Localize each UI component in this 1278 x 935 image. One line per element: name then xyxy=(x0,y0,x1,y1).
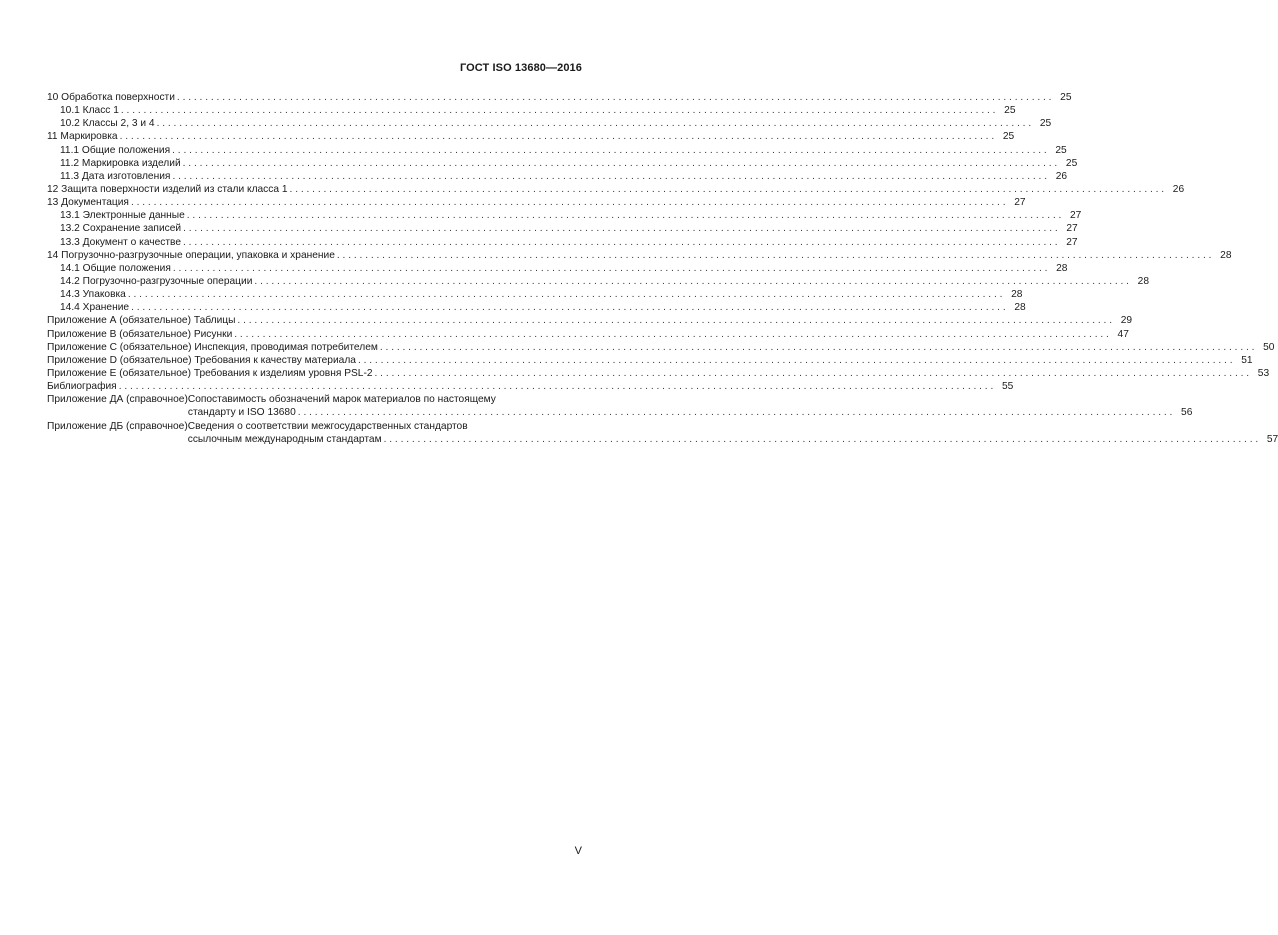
toc-page-number: 28 xyxy=(1220,249,1232,261)
toc-entry-title: 11.3 Дата изготовления xyxy=(60,170,171,182)
toc-entry[interactable] xyxy=(47,144,1067,157)
toc-page-number: 51 xyxy=(1241,354,1253,366)
toc-entry-title: 14 Погрузочно-разгрузочные операции, упаковка и хранение xyxy=(47,249,335,261)
toc-entry[interactable] xyxy=(47,209,1082,222)
toc-entry[interactable] xyxy=(47,196,1026,209)
toc-entry-title: 14.3 Упаковка xyxy=(60,289,126,301)
leader-dots xyxy=(337,249,1212,262)
toc-page-number: 56 xyxy=(1181,407,1193,419)
leader-dots xyxy=(380,341,1255,354)
toc-entry-title: 13 Документация xyxy=(47,197,129,209)
toc-entry[interactable] xyxy=(47,130,1015,143)
toc-entry-title: Приложение В (обязательное) Рисунки xyxy=(47,328,233,340)
leader-dots xyxy=(290,183,1165,196)
leader-dots xyxy=(120,130,995,143)
toc-page-number: 28 xyxy=(1011,289,1023,301)
leader-dots xyxy=(187,209,1062,222)
toc-entry-title: Приложение D (обязательное) Требования к качеству материала xyxy=(47,354,356,366)
page-number: V xyxy=(574,845,582,857)
toc-page-number: 25 xyxy=(1039,118,1052,130)
leader-dots xyxy=(358,354,1233,367)
toc-entry-title: Приложение Е (обязательное) Требования к изделиям уровня PSL-2 xyxy=(47,367,373,379)
toc-page-number: 55 xyxy=(1001,381,1014,393)
leader-dots xyxy=(183,236,1058,249)
toc-page-number: 26 xyxy=(1172,183,1185,195)
toc-entry[interactable] xyxy=(47,222,1078,235)
toc-entry[interactable] xyxy=(47,262,1068,275)
toc-page-number: 57 xyxy=(1266,433,1278,445)
toc-page-number: 47 xyxy=(1117,328,1129,340)
toc-entry-title: 13.2 Сохранение записей xyxy=(60,223,182,235)
leader-dots xyxy=(177,91,1052,104)
toc-entry-title: Библиография xyxy=(47,381,117,393)
toc-entry-title: 10.2 Классы 2, 3 и 4 xyxy=(60,118,155,130)
toc-entry[interactable] xyxy=(47,249,1232,262)
toc-entry-title: 11.2 Маркировка изделий xyxy=(60,157,181,169)
leader-dots xyxy=(131,301,1006,314)
annex-prefix: Приложение ДБ (справочное) xyxy=(47,420,188,432)
leader-dots xyxy=(128,288,1003,301)
toc-page-number: 26 xyxy=(1055,170,1068,182)
toc-entry[interactable] xyxy=(47,117,1052,130)
leader-dots xyxy=(384,433,1259,446)
toc-page-number: 28 xyxy=(1056,262,1068,274)
leader-dots xyxy=(131,196,1006,209)
toc-entry[interactable] xyxy=(47,354,1253,367)
leader-dots xyxy=(157,117,1032,130)
toc-entry-title: 13.1 Электронные данные xyxy=(60,210,185,222)
toc-page-number: 25 xyxy=(1055,144,1067,156)
toc-page-number: 28 xyxy=(1137,275,1150,287)
toc-page-number: 29 xyxy=(1120,315,1133,327)
leader-dots xyxy=(172,170,1047,183)
toc-entry[interactable] xyxy=(47,367,1270,380)
document-header: ГОСТ ISO 13680—2016 xyxy=(459,62,582,74)
toc-page-number: 28 xyxy=(1014,302,1026,314)
table-of-contents xyxy=(47,91,1278,446)
annex-prefix: Приложение ДА (справочное) xyxy=(47,394,188,406)
leader-dots xyxy=(121,104,996,117)
toc-entry-title: Приложение А (обязательное) Таблицы xyxy=(47,315,236,327)
toc-entry-title: 13.3 Документ о качестве xyxy=(60,236,181,248)
toc-entry[interactable] xyxy=(47,91,1072,104)
leader-dots xyxy=(254,275,1129,288)
toc-entry-title: 11.1 Общие положения xyxy=(60,144,171,156)
toc-page-number: 27 xyxy=(1066,236,1078,248)
leader-dots xyxy=(183,157,1058,170)
leader-dots xyxy=(375,367,1250,380)
toc-page-number: 53 xyxy=(1257,367,1270,379)
toc-entry-title: 14.2 Погрузочно-разгрузочные операции xyxy=(60,275,253,287)
toc-entry[interactable] xyxy=(47,157,1078,170)
toc-entry-title: 11 Маркировка xyxy=(47,131,118,143)
toc-entry[interactable] xyxy=(47,301,1026,314)
toc-entry-title: Приложение С (обязательное) Инспекция, проводимая потребителем xyxy=(47,341,378,353)
toc-entry-title: 12 Защита поверхности изделий из стали класса 1 xyxy=(47,183,288,195)
annex-title-line1: Сопоставимость обозначений марок материалов по настоящему xyxy=(187,394,496,406)
toc-page-number: 25 xyxy=(1060,92,1072,103)
annex-title-line2: ссылочным международным стандартам xyxy=(187,433,382,445)
toc-entry-title: 14.4 Хранение xyxy=(60,302,130,314)
leader-dots xyxy=(237,314,1112,327)
toc-page-number: 25 xyxy=(1065,157,1078,169)
annex-title-line2: стандарту и ISO 13680 xyxy=(187,407,296,419)
leader-dots xyxy=(183,222,1058,235)
leader-dots xyxy=(173,262,1048,275)
toc-entry-title: 10 Обработка поверхности xyxy=(47,92,175,103)
toc-entry[interactable] xyxy=(47,104,1016,117)
leader-dots xyxy=(119,380,994,393)
toc-entry[interactable] xyxy=(47,380,1014,393)
toc-entry[interactable] xyxy=(47,314,1133,327)
leader-dots xyxy=(172,144,1047,157)
toc-entry[interactable] xyxy=(47,183,1185,196)
annex-title-line1: Сведения о соответствии межгосударственных стандартов xyxy=(187,420,468,432)
toc-page-number: 27 xyxy=(1066,223,1078,235)
toc-entry-title: 14.1 Общие положения xyxy=(60,262,171,274)
leader-dots xyxy=(298,406,1173,419)
leader-dots xyxy=(234,328,1109,341)
toc-page-number: 27 xyxy=(1070,210,1082,222)
toc-page-number: 25 xyxy=(1002,131,1015,143)
toc-page-number: 50 xyxy=(1263,341,1275,353)
toc-entry[interactable] xyxy=(47,328,1129,341)
toc-entry[interactable] xyxy=(47,341,1275,354)
toc-page-number: 27 xyxy=(1014,197,1026,209)
toc-page-number: 25 xyxy=(1004,105,1016,117)
toc-annex-da[interactable] xyxy=(47,393,1193,419)
toc-entry-title: 10.1 Класс 1 xyxy=(60,105,119,117)
toc-entry[interactable] xyxy=(47,170,1068,183)
toc-annex-db[interactable] xyxy=(47,420,1278,446)
toc-entry[interactable] xyxy=(47,288,1023,301)
toc-entry[interactable] xyxy=(47,275,1150,288)
toc-entry[interactable] xyxy=(47,236,1078,249)
